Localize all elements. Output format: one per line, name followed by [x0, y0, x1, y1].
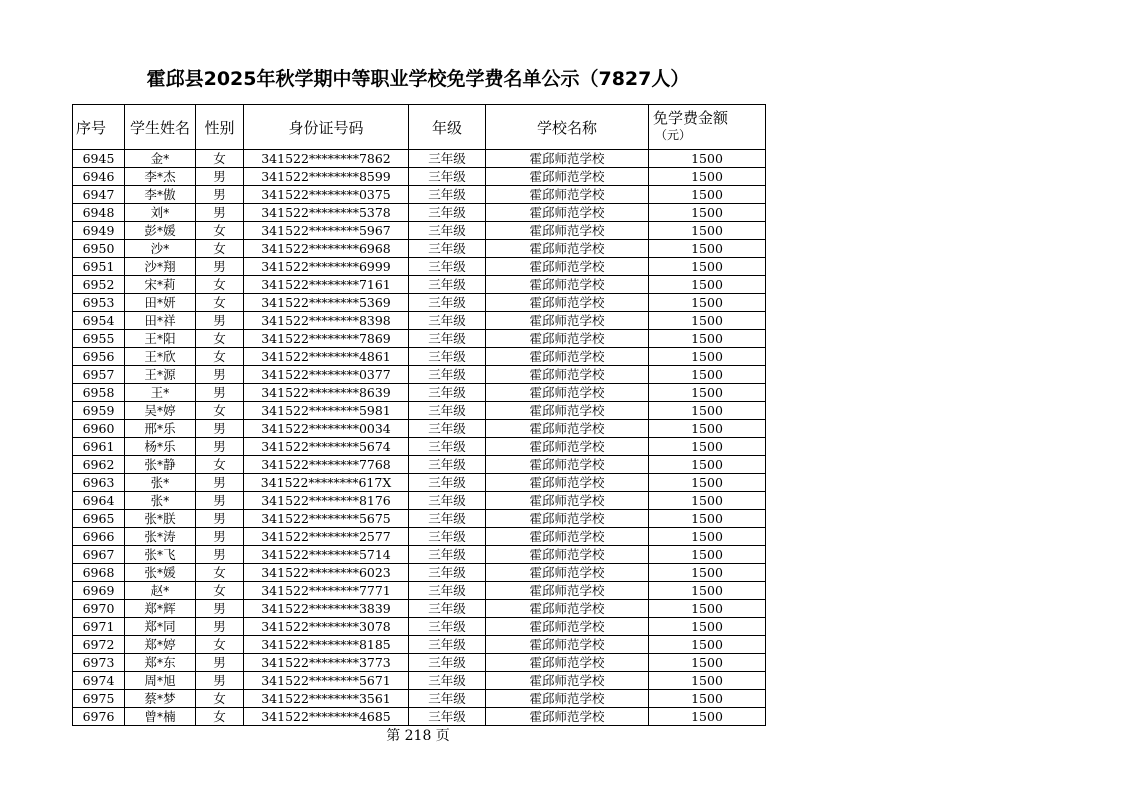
- cell-grade: 三年级: [409, 294, 486, 312]
- cell-seq: 6960: [73, 420, 125, 438]
- cell-school-name: 霍邱师范学校: [486, 258, 649, 276]
- cell-grade: 三年级: [409, 618, 486, 636]
- cell-school-name: 霍邱师范学校: [486, 600, 649, 618]
- cell-school-name: 霍邱师范学校: [486, 366, 649, 384]
- cell-gender: 女: [196, 564, 244, 582]
- cell-student-name: 张*涛: [125, 528, 196, 546]
- cell-amount: 1500: [649, 618, 766, 636]
- cell-id-number: 341522********8639: [244, 384, 409, 402]
- cell-amount: 1500: [649, 510, 766, 528]
- cell-id-number: 341522********6999: [244, 258, 409, 276]
- cell-seq: 6951: [73, 258, 125, 276]
- header-seq: 序号: [73, 105, 125, 150]
- cell-gender: 男: [196, 186, 244, 204]
- header-amount: [649, 105, 766, 150]
- cell-id-number: 341522********8185: [244, 636, 409, 654]
- table-row: [73, 420, 766, 438]
- cell-id-number: 341522********2577: [244, 528, 409, 546]
- table-row: [73, 708, 766, 726]
- cell-gender: 男: [196, 528, 244, 546]
- cell-grade: 三年级: [409, 636, 486, 654]
- cell-grade: 三年级: [409, 330, 486, 348]
- cell-seq: 6966: [73, 528, 125, 546]
- cell-amount: 1500: [649, 708, 766, 726]
- cell-gender: 女: [196, 636, 244, 654]
- cell-gender: 男: [196, 672, 244, 690]
- cell-student-name: 蔡*梦: [125, 690, 196, 708]
- cell-id-number: 341522********7862: [244, 150, 409, 168]
- cell-gender: 女: [196, 708, 244, 726]
- cell-student-name: 王*阳: [125, 330, 196, 348]
- cell-amount: 1500: [649, 312, 766, 330]
- cell-grade: 三年级: [409, 474, 486, 492]
- table-row: [73, 240, 766, 258]
- header-student-name: 学生姓名: [125, 105, 196, 150]
- cell-amount: 1500: [649, 600, 766, 618]
- header-gender: 性别: [196, 105, 244, 150]
- cell-student-name: 杨*乐: [125, 438, 196, 456]
- page-number: 第 218 页: [386, 728, 450, 744]
- cell-gender: 女: [196, 330, 244, 348]
- cell-gender: 男: [196, 474, 244, 492]
- cell-school-name: 霍邱师范学校: [486, 168, 649, 186]
- cell-seq: 6970: [73, 600, 125, 618]
- cell-gender: 男: [196, 420, 244, 438]
- cell-school-name: 霍邱师范学校: [486, 402, 649, 420]
- cell-grade: 三年级: [409, 348, 486, 366]
- cell-seq: 6965: [73, 510, 125, 528]
- cell-grade: 三年级: [409, 276, 486, 294]
- cell-gender: 男: [196, 546, 244, 564]
- header-amount-label: 免学费金额: [653, 109, 729, 127]
- table-row: [73, 222, 766, 240]
- cell-id-number: 341522********5674: [244, 438, 409, 456]
- cell-seq: 6964: [73, 492, 125, 510]
- cell-school-name: 霍邱师范学校: [486, 708, 649, 726]
- table-row: [73, 690, 766, 708]
- student-roster-table: [72, 104, 766, 726]
- cell-student-name: 郑*东: [125, 654, 196, 672]
- cell-grade: 三年级: [409, 186, 486, 204]
- table-row: [73, 168, 766, 186]
- table-row: [73, 600, 766, 618]
- cell-gender: 女: [196, 582, 244, 600]
- cell-gender: 男: [196, 654, 244, 672]
- table-header-row: [73, 105, 766, 150]
- cell-seq: 6953: [73, 294, 125, 312]
- cell-school-name: 霍邱师范学校: [486, 690, 649, 708]
- cell-student-name: 赵*: [125, 582, 196, 600]
- cell-seq: 6957: [73, 366, 125, 384]
- cell-gender: 女: [196, 690, 244, 708]
- table-row: [73, 582, 766, 600]
- cell-student-name: 王*欣: [125, 348, 196, 366]
- cell-grade: 三年级: [409, 672, 486, 690]
- cell-school-name: 霍邱师范学校: [486, 636, 649, 654]
- cell-gender: 女: [196, 276, 244, 294]
- cell-school-name: 霍邱师范学校: [486, 294, 649, 312]
- table-row: [73, 618, 766, 636]
- cell-student-name: 周*旭: [125, 672, 196, 690]
- cell-amount: 1500: [649, 258, 766, 276]
- cell-id-number: 341522********8176: [244, 492, 409, 510]
- table-row: [73, 528, 766, 546]
- cell-grade: 三年级: [409, 438, 486, 456]
- cell-amount: 1500: [649, 222, 766, 240]
- cell-seq: 6952: [73, 276, 125, 294]
- cell-gender: 男: [196, 258, 244, 276]
- cell-id-number: 341522********617X: [244, 474, 409, 492]
- cell-student-name: 王*源: [125, 366, 196, 384]
- cell-school-name: 霍邱师范学校: [486, 384, 649, 402]
- cell-gender: 男: [196, 510, 244, 528]
- cell-id-number: 341522********5714: [244, 546, 409, 564]
- cell-grade: 三年级: [409, 492, 486, 510]
- table-row: [73, 150, 766, 168]
- cell-amount: 1500: [649, 492, 766, 510]
- cell-gender: 女: [196, 240, 244, 258]
- cell-gender: 男: [196, 438, 244, 456]
- cell-id-number: 341522********6968: [244, 240, 409, 258]
- cell-seq: 6969: [73, 582, 125, 600]
- cell-grade: 三年级: [409, 366, 486, 384]
- cell-grade: 三年级: [409, 420, 486, 438]
- cell-student-name: 田*妍: [125, 294, 196, 312]
- table-row: [73, 312, 766, 330]
- cell-seq: 6954: [73, 312, 125, 330]
- cell-id-number: 341522********0034: [244, 420, 409, 438]
- cell-id-number: 341522********8599: [244, 168, 409, 186]
- cell-id-number: 341522********6023: [244, 564, 409, 582]
- cell-seq: 6948: [73, 204, 125, 222]
- cell-student-name: 刘*: [125, 204, 196, 222]
- cell-school-name: 霍邱师范学校: [486, 564, 649, 582]
- cell-school-name: 霍邱师范学校: [486, 510, 649, 528]
- cell-school-name: 霍邱师范学校: [486, 654, 649, 672]
- cell-student-name: 张*媛: [125, 564, 196, 582]
- cell-amount: 1500: [649, 528, 766, 546]
- cell-student-name: 张*朕: [125, 510, 196, 528]
- table-row: [73, 564, 766, 582]
- table-row: [73, 294, 766, 312]
- cell-student-name: 沙*翔: [125, 258, 196, 276]
- cell-seq: 6962: [73, 456, 125, 474]
- cell-gender: 男: [196, 312, 244, 330]
- header-school-name: 学校名称: [486, 105, 649, 150]
- cell-gender: 女: [196, 456, 244, 474]
- cell-school-name: 霍邱师范学校: [486, 348, 649, 366]
- cell-grade: 三年级: [409, 600, 486, 618]
- table-row: [73, 348, 766, 366]
- cell-student-name: 彭*媛: [125, 222, 196, 240]
- cell-grade: 三年级: [409, 456, 486, 474]
- cell-id-number: 341522********4685: [244, 708, 409, 726]
- cell-seq: 6976: [73, 708, 125, 726]
- cell-amount: 1500: [649, 564, 766, 582]
- cell-student-name: 王*: [125, 384, 196, 402]
- cell-student-name: 张*静: [125, 456, 196, 474]
- cell-student-name: 张*: [125, 474, 196, 492]
- cell-school-name: 霍邱师范学校: [486, 528, 649, 546]
- cell-amount: 1500: [649, 654, 766, 672]
- cell-amount: 1500: [649, 438, 766, 456]
- cell-id-number: 341522********4861: [244, 348, 409, 366]
- cell-amount: 1500: [649, 330, 766, 348]
- cell-student-name: 郑*婷: [125, 636, 196, 654]
- cell-student-name: 沙*: [125, 240, 196, 258]
- cell-student-name: 李*傲: [125, 186, 196, 204]
- cell-gender: 女: [196, 348, 244, 366]
- cell-id-number: 341522********7771: [244, 582, 409, 600]
- cell-school-name: 霍邱师范学校: [486, 492, 649, 510]
- table-row: [73, 276, 766, 294]
- cell-school-name: 霍邱师范学校: [486, 456, 649, 474]
- table-row: [73, 204, 766, 222]
- cell-gender: 女: [196, 150, 244, 168]
- cell-id-number: 341522********5369: [244, 294, 409, 312]
- cell-grade: 三年级: [409, 222, 486, 240]
- cell-seq: 6947: [73, 186, 125, 204]
- cell-student-name: 曾*楠: [125, 708, 196, 726]
- cell-seq: 6956: [73, 348, 125, 366]
- table-row: [73, 456, 766, 474]
- table-row: [73, 672, 766, 690]
- cell-gender: 女: [196, 222, 244, 240]
- cell-amount: 1500: [649, 150, 766, 168]
- cell-gender: 男: [196, 366, 244, 384]
- table-row: [73, 546, 766, 564]
- cell-student-name: 宋*莉: [125, 276, 196, 294]
- cell-amount: 1500: [649, 420, 766, 438]
- cell-school-name: 霍邱师范学校: [486, 222, 649, 240]
- cell-amount: 1500: [649, 384, 766, 402]
- cell-school-name: 霍邱师范学校: [486, 672, 649, 690]
- cell-amount: 1500: [649, 240, 766, 258]
- cell-seq: 6946: [73, 168, 125, 186]
- cell-student-name: 郑*辉: [125, 600, 196, 618]
- cell-amount: 1500: [649, 672, 766, 690]
- cell-amount: 1500: [649, 348, 766, 366]
- cell-school-name: 霍邱师范学校: [486, 312, 649, 330]
- table-body: [73, 150, 766, 726]
- table-row: [73, 510, 766, 528]
- cell-id-number: 341522********3078: [244, 618, 409, 636]
- page-title: 霍邱县2025年秋学期中等职业学校免学费名单公示（7827人）: [146, 68, 690, 90]
- cell-student-name: 李*杰: [125, 168, 196, 186]
- cell-id-number: 341522********5981: [244, 402, 409, 420]
- cell-school-name: 霍邱师范学校: [486, 546, 649, 564]
- table-row: [73, 654, 766, 672]
- cell-id-number: 341522********8398: [244, 312, 409, 330]
- cell-gender: 男: [196, 168, 244, 186]
- cell-grade: 三年级: [409, 582, 486, 600]
- table-row: [73, 636, 766, 654]
- cell-school-name: 霍邱师范学校: [486, 618, 649, 636]
- table-row: [73, 384, 766, 402]
- cell-id-number: 341522********0377: [244, 366, 409, 384]
- cell-seq: 6959: [73, 402, 125, 420]
- cell-id-number: 341522********7768: [244, 456, 409, 474]
- cell-gender: 男: [196, 204, 244, 222]
- cell-seq: 6958: [73, 384, 125, 402]
- cell-grade: 三年级: [409, 510, 486, 528]
- table-row: [73, 438, 766, 456]
- cell-grade: 三年级: [409, 708, 486, 726]
- cell-grade: 三年级: [409, 240, 486, 258]
- cell-grade: 三年级: [409, 384, 486, 402]
- cell-id-number: 341522********7161: [244, 276, 409, 294]
- cell-grade: 三年级: [409, 564, 486, 582]
- cell-id-number: 341522********7869: [244, 330, 409, 348]
- cell-grade: 三年级: [409, 258, 486, 276]
- cell-seq: 6971: [73, 618, 125, 636]
- table-row: [73, 474, 766, 492]
- cell-school-name: 霍邱师范学校: [486, 420, 649, 438]
- cell-amount: 1500: [649, 474, 766, 492]
- cell-grade: 三年级: [409, 150, 486, 168]
- cell-seq: 6945: [73, 150, 125, 168]
- cell-seq: 6961: [73, 438, 125, 456]
- cell-seq: 6975: [73, 690, 125, 708]
- cell-grade: 三年级: [409, 546, 486, 564]
- cell-id-number: 341522********0375: [244, 186, 409, 204]
- cell-school-name: 霍邱师范学校: [486, 438, 649, 456]
- cell-seq: 6968: [73, 564, 125, 582]
- cell-gender: 男: [196, 600, 244, 618]
- cell-seq: 6950: [73, 240, 125, 258]
- cell-student-name: 张*: [125, 492, 196, 510]
- cell-school-name: 霍邱师范学校: [486, 204, 649, 222]
- cell-student-name: 金*: [125, 150, 196, 168]
- cell-amount: 1500: [649, 366, 766, 384]
- cell-school-name: 霍邱师范学校: [486, 240, 649, 258]
- cell-student-name: 吴*婷: [125, 402, 196, 420]
- cell-school-name: 霍邱师范学校: [486, 582, 649, 600]
- cell-grade: 三年级: [409, 654, 486, 672]
- cell-student-name: 田*祥: [125, 312, 196, 330]
- cell-gender: 女: [196, 294, 244, 312]
- cell-id-number: 341522********3561: [244, 690, 409, 708]
- cell-seq: 6974: [73, 672, 125, 690]
- cell-grade: 三年级: [409, 168, 486, 186]
- cell-gender: 男: [196, 618, 244, 636]
- table-row: [73, 366, 766, 384]
- cell-amount: 1500: [649, 276, 766, 294]
- cell-grade: 三年级: [409, 690, 486, 708]
- cell-student-name: 张*飞: [125, 546, 196, 564]
- cell-amount: 1500: [649, 636, 766, 654]
- cell-seq: 6973: [73, 654, 125, 672]
- cell-seq: 6949: [73, 222, 125, 240]
- cell-amount: 1500: [649, 294, 766, 312]
- header-grade: 年级: [409, 105, 486, 150]
- cell-id-number: 341522********5967: [244, 222, 409, 240]
- cell-seq: 6963: [73, 474, 125, 492]
- cell-amount: 1500: [649, 690, 766, 708]
- cell-school-name: 霍邱师范学校: [486, 150, 649, 168]
- header-id-number: 身份证号码: [244, 105, 409, 150]
- cell-id-number: 341522********5378: [244, 204, 409, 222]
- cell-amount: 1500: [649, 456, 766, 474]
- cell-seq: 6972: [73, 636, 125, 654]
- cell-school-name: 霍邱师范学校: [486, 276, 649, 294]
- cell-amount: 1500: [649, 168, 766, 186]
- cell-amount: 1500: [649, 582, 766, 600]
- cell-gender: 男: [196, 384, 244, 402]
- table-row: [73, 186, 766, 204]
- cell-gender: 男: [196, 492, 244, 510]
- table-row: [73, 492, 766, 510]
- cell-grade: 三年级: [409, 402, 486, 420]
- cell-id-number: 341522********3839: [244, 600, 409, 618]
- header-amount-unit: （元）: [655, 128, 692, 142]
- cell-grade: 三年级: [409, 204, 486, 222]
- cell-amount: 1500: [649, 546, 766, 564]
- cell-id-number: 341522********3773: [244, 654, 409, 672]
- cell-grade: 三年级: [409, 528, 486, 546]
- cell-gender: 女: [196, 402, 244, 420]
- cell-id-number: 341522********5671: [244, 672, 409, 690]
- table-row: [73, 330, 766, 348]
- cell-amount: 1500: [649, 402, 766, 420]
- cell-school-name: 霍邱师范学校: [486, 474, 649, 492]
- table-row: [73, 402, 766, 420]
- table-row: [73, 258, 766, 276]
- cell-student-name: 郑*同: [125, 618, 196, 636]
- cell-amount: 1500: [649, 186, 766, 204]
- cell-amount: 1500: [649, 204, 766, 222]
- cell-student-name: 邢*乐: [125, 420, 196, 438]
- cell-grade: 三年级: [409, 312, 486, 330]
- cell-seq: 6967: [73, 546, 125, 564]
- cell-id-number: 341522********5675: [244, 510, 409, 528]
- cell-seq: 6955: [73, 330, 125, 348]
- cell-school-name: 霍邱师范学校: [486, 186, 649, 204]
- cell-school-name: 霍邱师范学校: [486, 330, 649, 348]
